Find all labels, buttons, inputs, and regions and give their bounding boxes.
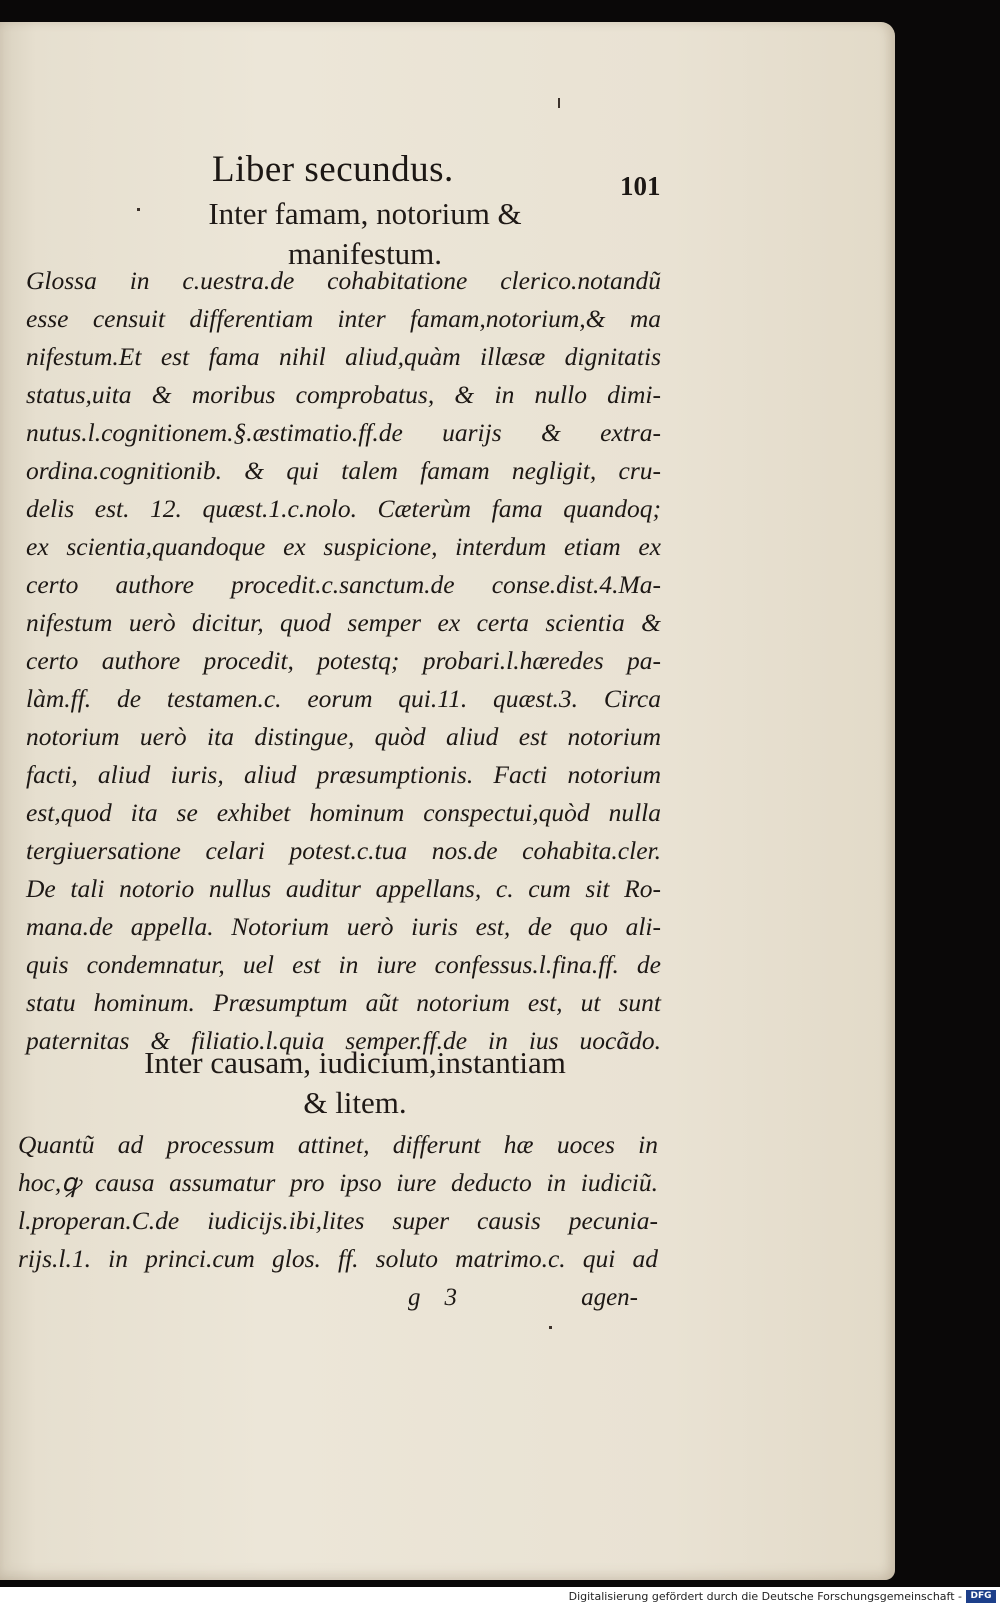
dfg-logo: DFG (966, 1590, 996, 1603)
running-head: Liber secundus. (212, 149, 454, 190)
text-line: notorium uerò ita distingue, quòd aliud est notorium (26, 722, 661, 751)
text-line: est,quod ita se exhibet hominum conspectui,quòd nulla (26, 798, 661, 827)
digitization-footer (0, 1587, 1000, 1607)
catchword: agen- (581, 1284, 638, 1311)
heading-line: Inter causam, iudicium,instantiam (144, 1045, 566, 1080)
section-body-causa (18, 1126, 658, 1278)
page-number: 101 (620, 171, 661, 201)
text-line: nifestum uerò dicitur, quod semper ex certa scientia & (26, 608, 661, 637)
section-heading-causa (70, 1043, 640, 1123)
heading-line: manifestum. (287, 236, 443, 271)
text-line: facti, aliud iuris, aliud præsumptionis. Facti notorium (26, 760, 661, 789)
paper-speck (558, 98, 560, 108)
text-line: ordina.cognitionib. & qui talem famam negligit, cru- (26, 456, 661, 485)
text-line: mana.de appella. Notorium uerò iuris est, de quo ali- (26, 912, 661, 941)
signature-mark: g (408, 1284, 421, 1311)
text-line: làm.ff. de testamen.c. eorum qui.11. quæst.3. Circa (26, 684, 661, 713)
text-line: certo authore procedit, potestq; probari.l.hæredes pa- (26, 646, 661, 675)
text-line: certo authore procedit.c.sanctum.de conse.dist.4.Ma- (26, 570, 661, 599)
text-line: tergiuersatione celari potest.c.tua nos.de cohabita.cler. (26, 836, 661, 865)
section-body-fama (26, 262, 661, 1060)
heading-line: & litem. (303, 1085, 407, 1120)
text-line: rijs.l.1. in princi.cum glos. ff. soluto matrimo.c. qui ad (18, 1244, 658, 1273)
book-page (0, 22, 895, 1580)
footer-credit: Digitalisierung gefördert durch die Deutsche Forschungsgemeinschaft - (568, 1590, 962, 1603)
signature-line (408, 1284, 638, 1312)
text-line: status,uita & moribus comprobatus, & in nullo dimi- (26, 380, 661, 409)
text-line: nutus.l.cognitionem.§.æstimatio.ff.de uarijs & extra- (26, 418, 661, 447)
text-line: esse censuit differentiam inter famam,notorium,& ma (26, 304, 661, 333)
heading-line: Inter famam, notorium & (208, 196, 522, 231)
text-line: nifestum.Et est fama nihil aliud,quàm illæsæ dignitatis (26, 342, 661, 371)
paper-speck (549, 1326, 552, 1329)
text-line: De tali notorio nullus auditur appellans, c. cum sit Ro- (26, 874, 661, 903)
text-line: statu hominum. Præsumptum aũt notorium est, ut sunt (26, 988, 661, 1017)
text-line: l.properan.C.de iudicijs.ibi,lites super causis pecunia- (18, 1206, 658, 1235)
text-line: hoc,ꝙ causa assumatur pro ipso iure deducto in iudiciũ. (18, 1168, 658, 1197)
text-line: Quantũ ad processum attinet, differunt hæ uoces in (18, 1130, 658, 1159)
text-line: delis est. 12. quæst.1.c.nolo. Cæterùm fama quandoq; (26, 494, 661, 523)
text-line: paternitas & filiatio.l.quia semper.ff.de in ius uocãdo. (26, 1026, 661, 1055)
text-line: quis condemnatur, uel est in iure confessus.l.fina.ff. de (26, 950, 661, 979)
text-line: ex scientia,quandoque ex suspicione, interdum etiam ex (26, 532, 661, 561)
signature-number: 3 (444, 1284, 457, 1311)
text-line: Glossa in c.uestra.de cohabitatione clerico.notandũ (26, 266, 661, 295)
paper-speck (137, 208, 140, 211)
